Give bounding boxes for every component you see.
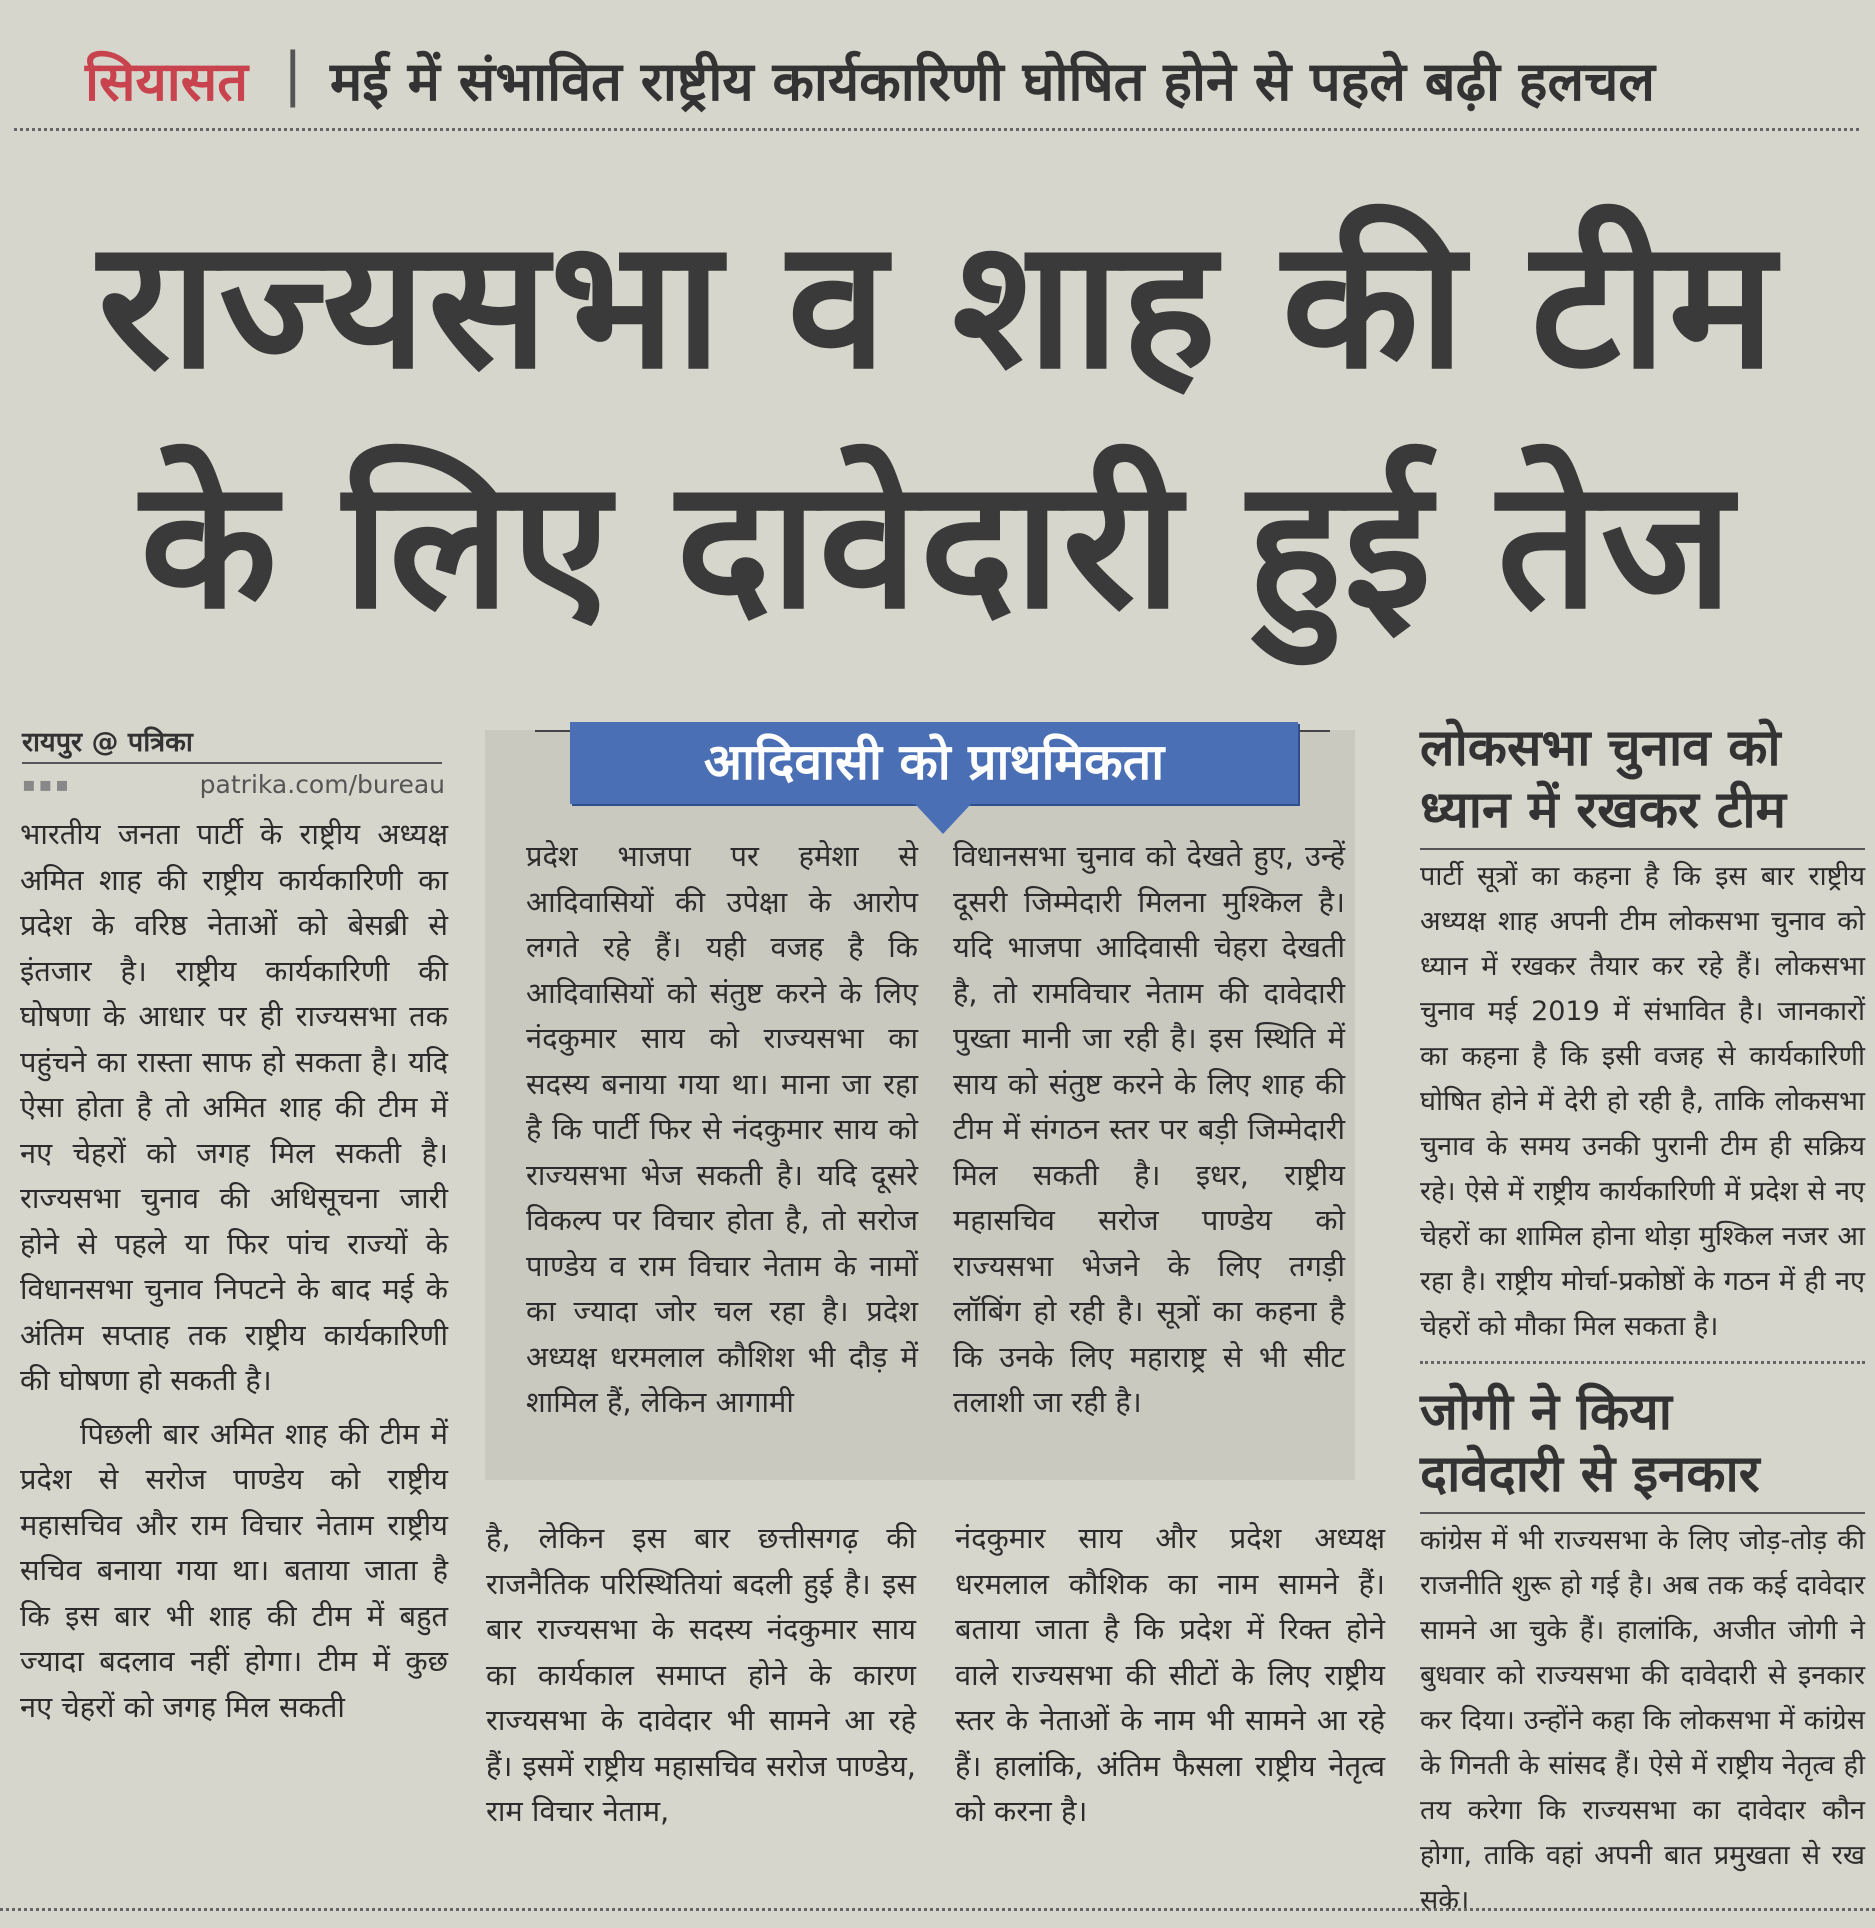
article-column-2-text: है, लेकिन इस बार छत्तीसगढ़ की राजनैतिक परिस्थितियां बदली हुई है। इस बार राज्यसभा के सदस्य नंदकुमार साय का कार्यकाल समाप्त होने के कारण राज्यसभा के दावेदार भी सामने आ रहे हैं। इसमें राष्ट्रीय महासचिव सरोज पाण्डेय, राम विचार नेताम, xyxy=(486,1521,916,1828)
article-paragraph-2: पिछली बार अमित शाह की टीम में प्रदेश से सरोज पाण्डेय को राष्ट्रीय महासचिव और राम विचार नेताम राष्ट्रीय सचिव बनाया गया था। बताया जाता है कि इस बार भी शाह की टीम में बहुत ज्यादा बदलाव नहीं होगा। टीम में कुछ नए चेहरों को जगह मिल सकती xyxy=(20,1416,448,1724)
dateline-rule xyxy=(22,762,442,764)
header-divider xyxy=(14,128,1859,131)
sidebar-heading-1-rule xyxy=(1420,848,1865,850)
sidebar-divider xyxy=(1420,1361,1865,1364)
section-kicker: सियासत xyxy=(85,50,249,113)
sidebar-heading-1 xyxy=(1420,718,1865,842)
article-column-1 xyxy=(20,812,448,1730)
article-column-3-text: नंदकुमार साय और प्रदेश अध्यक्ष धरमलाल कौशिक का नाम सामने हैं। बताया जाता है कि प्रदेश में रिक्त होने वाले राज्यसभा की सीटों के लिए राष्ट्रीय स्तर के नेताओं के नाम भी सामने आ रहे हैं। हालांकि, अंतिम फैसला राष्ट्रीय नेतृत्व को करना है। xyxy=(955,1521,1385,1828)
box-text-left: प्रदेश भाजपा पर हमेशा से आदिवासियों की उपेक्षा के आरोप लगते रहे हैं। यही वजह है कि आदिवासियों को संतुष्ट करने के लिए नंदकुमार साय को राज्यसभा का सदस्य बनाया गया था। माना जा रहा है कि पार्टी फिर से नंदकुमार साय को राज्यसभा भेज सकती है। यदि दूसरे विकल्प पर विचार होता है, तो सरोज पाण्डेय व राम विचार नेताम के नामों का ज्यादा जोर चल रहा है। प्रदेश अध्यक्ष धरमलाल कौशिश भी दौड़ में शामिल हैं, लेकिन आगामी xyxy=(526,839,918,1419)
dots-ornament: ▪▪▪ xyxy=(22,772,72,796)
box-title-pointer xyxy=(915,804,971,834)
sub-headline: मई में संभावित राष्ट्रीय कार्यकारिणी घोषित होने से पहले बढ़ी हलचल xyxy=(330,50,1655,113)
box-text-right: विधानसभा चुनाव को देखते हुए, उन्हें दूसरी जिम्मेदारी मिलना मुश्किल है। यदि भाजपा आदिवासी चेहरा देखती है, तो रामविचार नेताम की दावेदारी पुख्ता मानी जा रही है। इस स्थिति में साय को संतुष्ट करने के लिए शाह की टीम में संगठन स्तर पर बड़ी जिम्मेदारी मिल सकती है। इधर, राष्ट्रीय महासचिव सरोज पाण्डेय को राज्यसभा भेजने के लिए तगड़ी लॉबिंग हो रही है। सूत्रों का कहना है कि उनके लिए महाराष्ट्र से भी सीट तलाशी जा रही है। xyxy=(953,839,1345,1419)
headline-line-1: राज्यसभा व शाह की टीम xyxy=(97,201,1778,408)
sidebar-text-2: कांग्रेस में भी राज्यसभा के लिए जोड़-तोड़ की राजनीति शुरू हो गई है। अब तक कई दावेदार सामने आ चुके हैं। हालांकि, अजीत जोगी ने बुधवार को राज्यसभा की दावेदारी से इनकार कर दिया। उन्होंने कहा कि लोकसभा में कांग्रेस के गिनती के सांसद हैं। ऐसे में राष्ट्रीय नेतृत्व ही तय करेगा कि राज्यसभा का दावेदार कौन होगा, ताकि वहां अपनी बात प्रमुखता से रख सके। xyxy=(1420,1525,1865,1916)
box-title-rule-left xyxy=(535,730,575,732)
dateline: रायपुर @ पत्रिका xyxy=(22,727,193,758)
sidebar xyxy=(1420,718,1865,1923)
sidebar-heading-2 xyxy=(1420,1382,1865,1506)
bureau-link[interactable]: patrika.com/bureau xyxy=(199,770,445,799)
sidebar-heading-1-line-1: लोकसभा चुनाव को xyxy=(1420,719,1781,778)
article-paragraph-1: भारतीय जनता पार्टी के राष्ट्रीय अध्यक्ष अमित शाह की राष्ट्रीय कार्यकारिणी का प्रदेश के वरिष्ठ नेताओं को बेसब्री से इंतजार है। राष्ट्रीय कार्यकारिणी की घोषणा के आधार पर ही राज्यसभा तक पहुंचने का रास्ता साफ हो सकता है। यदि ऐसा होता है तो अमित शाह की टीम में नए चेहरों को जगह मिल सकती है। राज्यसभा चुनाव की अधिसूचना जारी होने से पहले या फिर पांच राज्यों के विधानसभा चुनाव निपटने के बाद मई के अंतिम सप्ताह तक राष्ट्रीय कार्यकारिणी की घोषणा हो सकती है। xyxy=(20,817,448,1397)
sidebar-heading-2-rule xyxy=(1420,1512,1865,1514)
headline-line-2: के लिए दावेदारी हुई तेज xyxy=(140,441,1735,648)
article-column-2 xyxy=(486,1516,916,1835)
article-column-3 xyxy=(955,1516,1385,1835)
box-title-tag: आदिवासी को प्राथमिकता xyxy=(570,722,1298,804)
sidebar-text-1: पार्टी सूत्रों का कहना है कि इस बार राष्ट्रीय अध्यक्ष शाह अपनी टीम लोकसभा चुनाव को ध्यान में रखकर तैयार कर रहे हैं। लोकसभा चुनाव मई 2019 में संभावित है। जानकारों का कहना है कि इसी वजह से कार्यकारिणी घोषित होने में देरी हो रही है, ताकि लोकसभा चुनाव के समय उनकी पुरानी टीम ही सक्रिय रहे। ऐसे में राष्ट्रीय कार्यकारिणी में प्रदेश से नए चेहरों का शामिल होना थोड़ा मुश्किल नजर आ रहा है। राष्ट्रीय मोर्चा-प्रकोष्ठों के गठन में ही नए चेहरों को मौका मिल सकता है। xyxy=(1420,861,1865,1342)
sidebar-heading-2-line-2: दावेदारी से इनकार xyxy=(1420,1445,1760,1504)
sidebar-heading-2-line-1: जोगी ने किया xyxy=(1420,1383,1672,1442)
box-column-right xyxy=(953,834,1345,1426)
page-bottom-divider xyxy=(0,1908,1875,1911)
sidebar-heading-1-line-2: ध्यान में रखकर टीम xyxy=(1420,781,1787,840)
box-column-left xyxy=(526,834,918,1426)
kicker-separator: | xyxy=(283,40,303,108)
box-title-rule-right xyxy=(1295,730,1330,732)
